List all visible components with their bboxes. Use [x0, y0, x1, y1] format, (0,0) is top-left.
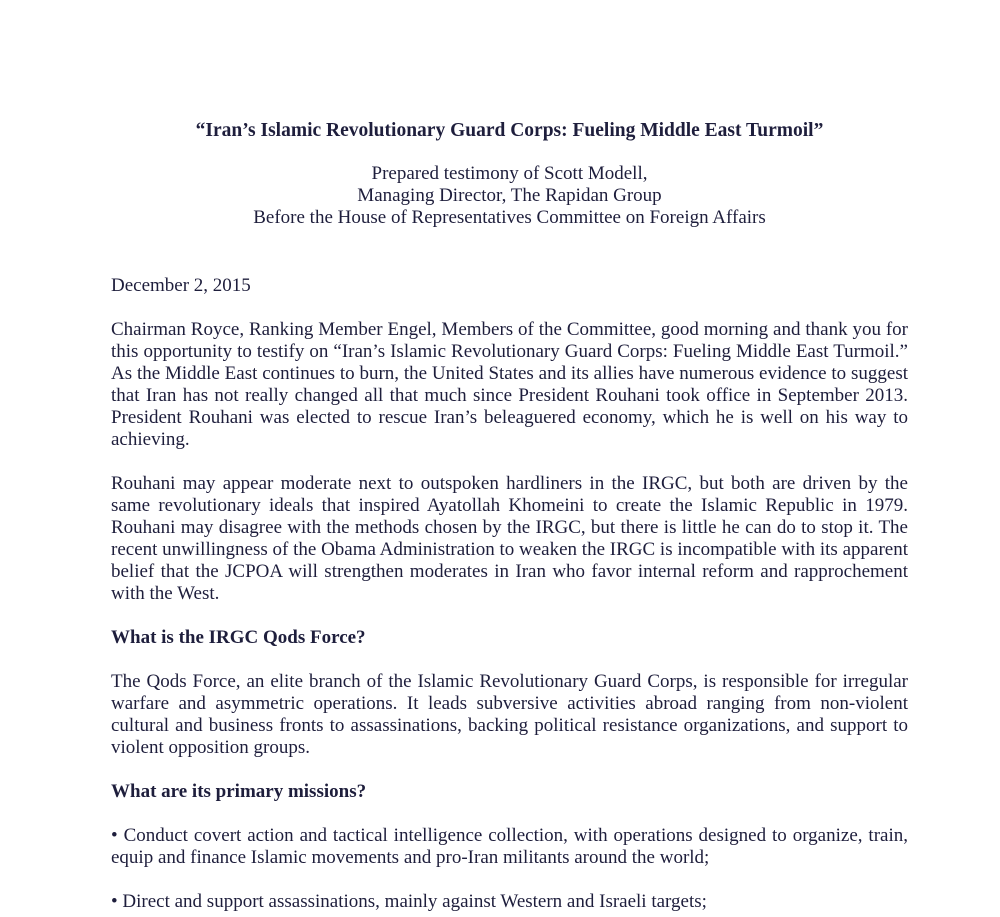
- paragraph-rouhani-irgc: Rouhani may appear moderate next to outspoken hardliners in the IRGC, but both are driven by the same revolutionary ideals that inspired Ayatollah Khomeini to create the Islamic Republic in 1979. Rouhani may disagree with the methods chosen by the IRGC, but there is little he can do to stop it. The recent unwillingness of the Obama Administration to weaken the IRGC is incompatible with its apparent belief that the JCPOA will strengthen moderates in Iran who favor internal reform and rapprochement with the West.: [111, 473, 908, 604]
- subtitle-line-role: Managing Director, The Rapidan Group: [357, 185, 662, 206]
- paragraph-opening-remarks: Chairman Royce, Ranking Member Engel, Members of the Committee, good morning and thank you for this opportunity to testify on “Iran’s Islamic Revolutionary Guard Corps: Fueling Middle East Turmoil.” As the Middle East continues to burn, the United States and its allies have numerous evidence to suggest that Iran has not really changed all that much since President Rouhani took office in September 2013. President Rouhani was elected to rescue Iran’s beleaguered economy, which he is well on his way to achieving.: [111, 319, 908, 450]
- document-subtitle-block: [111, 163, 908, 229]
- bullet-item-assassinations: • Direct and support assassinations, mainly against Western and Israeli targets;: [111, 891, 707, 912]
- section-heading-qods-force: What is the IRGC Qods Force?: [111, 627, 366, 648]
- document-date: December 2, 2015: [111, 275, 251, 296]
- subtitle-line-committee: Before the House of Representatives Committee on Foreign Affairs: [253, 207, 766, 228]
- paragraph-qods-force-description: The Qods Force, an elite branch of the Islamic Revolutionary Guard Corps, is responsible for irregular warfare and asymmetric operations. It leads subversive activities abroad ranging from non-violent cultural and business fronts to assassinations, backing political resistance organizations, and support to violent opposition groups.: [111, 671, 908, 758]
- bullet-item-covert-action: • Conduct covert action and tactical intelligence collection, with operations designed to organize, train, equip and finance Islamic movements and pro-Iran militants around the world;: [111, 825, 908, 868]
- section-heading-primary-missions: What are its primary missions?: [111, 781, 367, 802]
- document-title: “Iran’s Islamic Revolutionary Guard Corps: Fueling Middle East Turmoil”: [195, 120, 824, 141]
- subtitle-line-author: Prepared testimony of Scott Modell,: [371, 163, 648, 184]
